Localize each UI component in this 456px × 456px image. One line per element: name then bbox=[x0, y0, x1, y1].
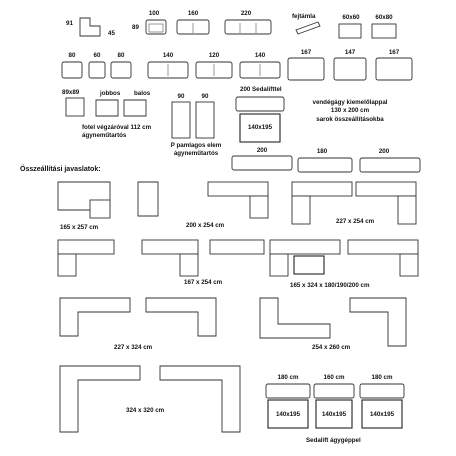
label-ottoman-note: P pamlagos elem bbox=[170, 142, 222, 149]
bed-label-2: 140x195 bbox=[321, 411, 347, 418]
combo-165x324 bbox=[270, 240, 418, 276]
bed-label-3: 140x195 bbox=[369, 411, 395, 418]
dim-89x89: 89x89 bbox=[62, 89, 80, 96]
combo-label-200x254: 200 x 254 cm bbox=[186, 222, 225, 229]
dim-147: 147 bbox=[344, 49, 356, 56]
ottoman-90b bbox=[196, 102, 214, 138]
label-ottoman-storage: ágyneműtartós bbox=[173, 150, 219, 157]
label-guest-bed: vendégágy kiemelőlappal bbox=[312, 99, 388, 106]
element-167b bbox=[376, 58, 412, 80]
combo-label-324x320: 324 x 320 cm bbox=[126, 407, 165, 414]
combo-label-165x324: 165 x 324 x 180/190/200 cm bbox=[290, 282, 370, 289]
label-armchair-note: fotel végzáróval 112 cm bbox=[82, 124, 152, 131]
dim-90a: 90 bbox=[177, 93, 185, 100]
element-167a bbox=[288, 58, 324, 80]
armchair-right bbox=[96, 100, 118, 116]
pouf-60x60 bbox=[339, 24, 361, 38]
ottoman-90a bbox=[172, 102, 190, 138]
dim-167a: 167 bbox=[300, 49, 312, 56]
combo-label-165x257: 165 x 257 cm bbox=[60, 224, 99, 231]
module-200b bbox=[360, 158, 420, 172]
dim-120: 120 bbox=[208, 52, 220, 59]
combo-200x254 bbox=[208, 182, 268, 218]
dim-167b: 167 bbox=[388, 49, 400, 56]
dim-140b: 140 bbox=[254, 52, 266, 59]
dim-200b: 200 bbox=[378, 148, 390, 155]
sofa-160 bbox=[177, 20, 209, 34]
dim-bed-140x195: 140x195 bbox=[247, 124, 273, 131]
combo-167x254 bbox=[58, 240, 264, 276]
dim-89: 89 bbox=[132, 24, 139, 31]
label-corner-note: sarok összeállításokba bbox=[316, 116, 384, 123]
label-sedalift-200: 200 Sedalifttel bbox=[240, 86, 282, 93]
dim-200a: 200 bbox=[256, 147, 268, 154]
module-200a bbox=[232, 156, 292, 170]
dim-140a: 140 bbox=[162, 52, 174, 59]
dim-91: 91 bbox=[66, 20, 73, 27]
dim-100: 100 bbox=[148, 10, 160, 17]
combo-label-254x260: 254 x 260 cm bbox=[312, 344, 351, 351]
module-180 bbox=[298, 158, 352, 172]
corner-89x89 bbox=[66, 98, 84, 116]
label-right: jobbos bbox=[100, 90, 121, 97]
sedalift-title: Sedalift ágygéppel bbox=[306, 437, 361, 444]
headrest-shape bbox=[296, 22, 320, 34]
sedalift-combos bbox=[266, 384, 404, 428]
dim-45: 45 bbox=[108, 30, 115, 37]
dim-160: 160 bbox=[187, 10, 199, 17]
label-armchair-storage: ágyneműtartós bbox=[82, 132, 127, 139]
sofa-100 bbox=[146, 20, 166, 34]
combo-165x257 bbox=[58, 182, 110, 218]
dim-60x60: 60x60 bbox=[342, 14, 360, 21]
dim-60: 60 bbox=[93, 52, 101, 59]
combo-324x320 bbox=[60, 366, 240, 432]
combo-label-227x324: 227 x 324 cm bbox=[114, 344, 153, 351]
dim-180-left: 180 cm bbox=[277, 374, 299, 381]
dim-180-right: 180 cm bbox=[371, 374, 393, 381]
label-headrest: fejtámla bbox=[292, 13, 316, 20]
element-147 bbox=[334, 58, 366, 80]
combo-227x324 bbox=[60, 298, 216, 336]
sedalift-sofa bbox=[236, 97, 284, 111]
dim-80: 80 bbox=[68, 52, 76, 59]
combo-label-227x254: 227 x 254 cm bbox=[336, 218, 375, 225]
dim-160-mid: 160 cm bbox=[323, 374, 345, 381]
element-60 bbox=[89, 62, 105, 78]
element-80b bbox=[111, 62, 131, 78]
dim-80b: 80 bbox=[117, 52, 125, 59]
combo-200x254-left bbox=[138, 182, 158, 216]
armchair-left bbox=[124, 100, 146, 116]
bed-label-1: 140x195 bbox=[275, 411, 301, 418]
combo-label-167x254: 167 x 254 cm bbox=[184, 279, 223, 286]
chair-side-view bbox=[80, 18, 100, 36]
combo-254x260 bbox=[260, 298, 406, 346]
pouf-60x80 bbox=[372, 24, 396, 38]
dim-60x80: 60x80 bbox=[375, 14, 393, 21]
sofa-220 bbox=[225, 20, 271, 34]
dim-guest-bed: 130 x 200 cm bbox=[330, 107, 370, 114]
label-left: balos bbox=[134, 90, 151, 97]
suggestions-title: Összeállítási javaslatok: bbox=[20, 166, 101, 173]
dim-180: 180 bbox=[316, 148, 328, 155]
element-80 bbox=[62, 62, 82, 78]
dim-90b: 90 bbox=[201, 93, 209, 100]
dim-220: 220 bbox=[240, 10, 252, 17]
